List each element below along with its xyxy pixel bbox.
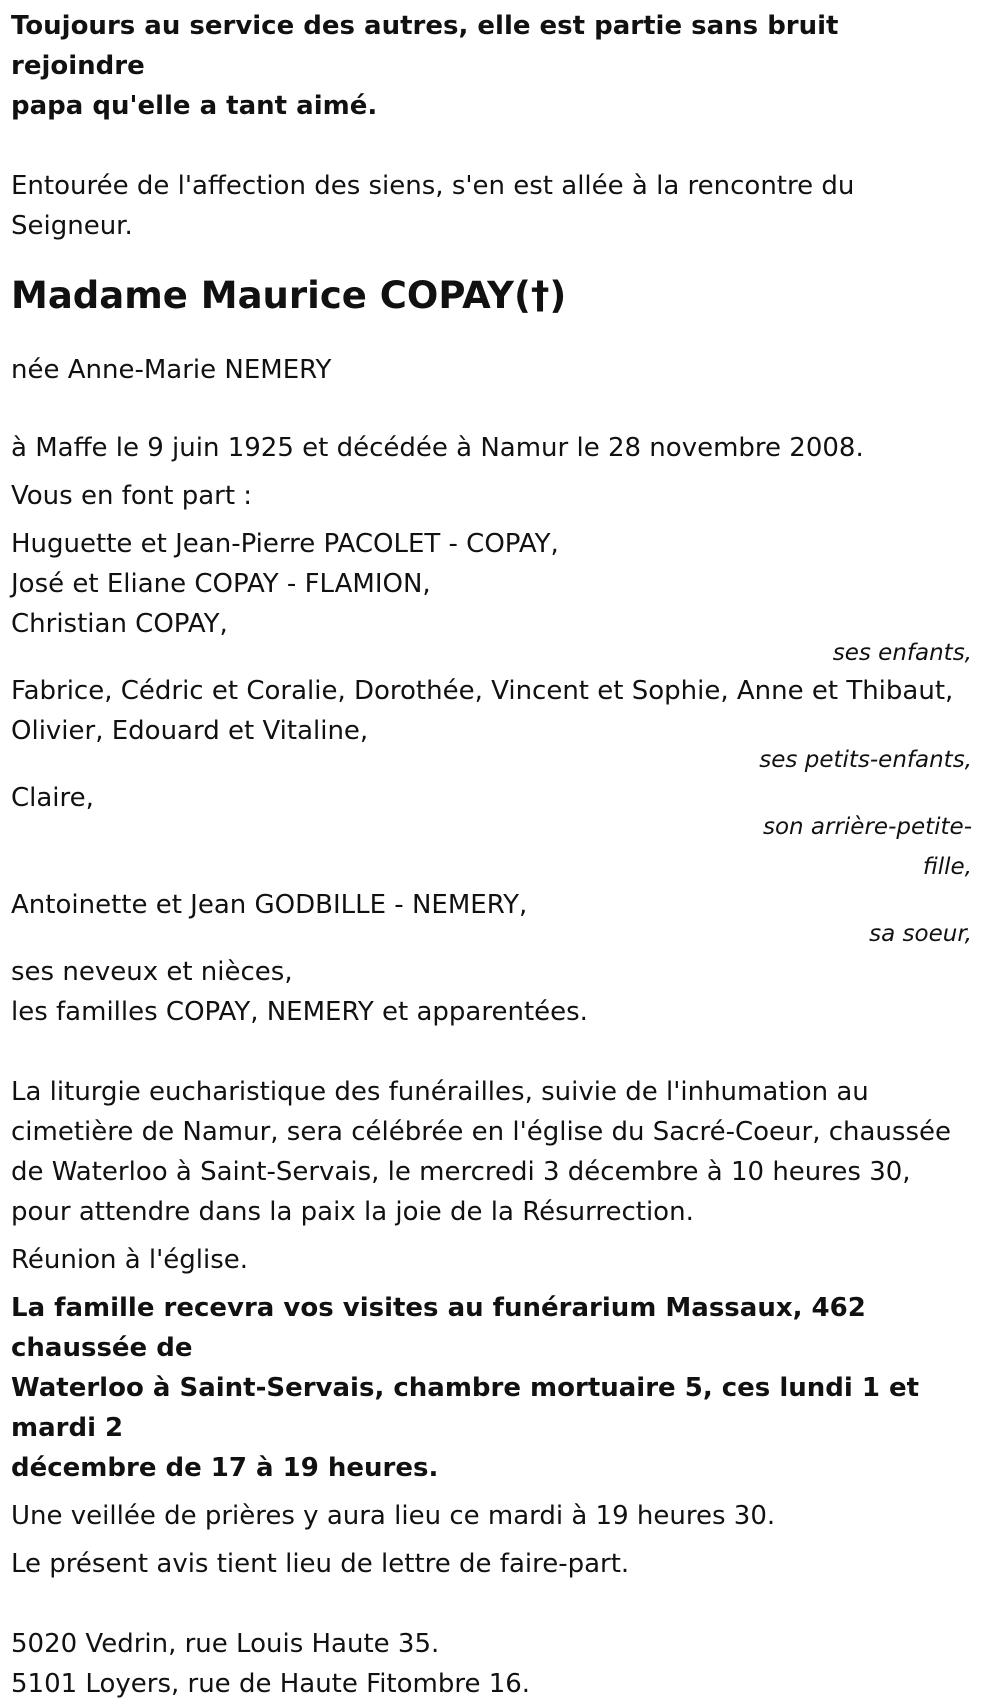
entouree-line-1: Entourée de l'affection des siens, s'en est allée à la rencontre du <box>11 171 855 201</box>
grandchild-names-line: Olivier, Edouard et Vitaline, <box>11 716 369 746</box>
relation-sister: sa soeur, <box>869 921 972 947</box>
visits-line-3: décembre de 17 à 19 heures. <box>11 1453 439 1483</box>
intro-line-1: Toujours au service des autres, elle est partie sans bruit rejoindre <box>11 11 839 81</box>
entouree-paragraph <box>11 166 972 246</box>
liturgy-line-2: cimetière de Namur, sera célébrée en l'église du Sacré-Coeur, chaussée <box>11 1117 951 1147</box>
child-name: José et Eliane COPAY - FLAMION, <box>11 569 431 599</box>
relation-grandchildren: ses petits-enfants, <box>759 747 972 773</box>
visits-line-1: La famille recevra vos visites au funérarium Massaux, 462 chaussée de <box>11 1293 866 1363</box>
vigil-text: Une veillée de prières y aura lieu ce mardi à 19 heures 30. <box>11 1501 776 1531</box>
liturgy-line-3: de Waterloo à Saint-Servais, le mercredi 3 décembre à 10 heures 30, <box>11 1157 911 1187</box>
birth-death-dates: à Maffe le 9 juin 1925 et décédée à Namur le 28 novembre 2008. <box>11 433 864 463</box>
nephews-nieces: ses neveux et nièces, <box>11 957 293 987</box>
child-name: Christian COPAY, <box>11 609 228 639</box>
children-names <box>11 524 972 644</box>
notice-statement: Le présent avis tient lieu de lettre de faire-part. <box>11 1549 630 1579</box>
sister-name: Antoinette et Jean GODBILLE - NEMERY, <box>11 890 528 920</box>
address-line: 5020 Vedrin, rue Louis Haute 35. <box>11 1629 440 1659</box>
maiden-name: née Anne-Marie NEMERY <box>11 355 332 385</box>
deceased-name-title: Madame Maurice COPAY(†) <box>11 274 567 317</box>
visits-line-2: Waterloo à Saint-Servais, chambre mortuaire 5, ces lundi 1 et mardi 2 <box>11 1373 920 1443</box>
great-grandchild-name: Claire, <box>11 783 94 813</box>
relation-children: ses enfants, <box>832 640 972 666</box>
visits-paragraph <box>11 1288 972 1488</box>
liturgy-line-1: La liturgie eucharistique des funérailles, suivie de l'inhumation au <box>11 1077 869 1107</box>
grandchildren-names <box>11 671 972 751</box>
entouree-line-2: Seigneur. <box>11 211 133 241</box>
vous-en-font-part: Vous en font part : <box>11 481 253 511</box>
addresses <box>11 1624 972 1704</box>
intro-paragraph <box>11 6 972 126</box>
liturgy-line-4: pour attendre dans la paix la joie de la Résurrection. <box>11 1197 694 1227</box>
other-relatives <box>11 952 972 1032</box>
relation-great-grandchild-line-2: fille, <box>922 854 972 880</box>
reunion-text: Réunion à l'église. <box>11 1245 249 1275</box>
intro-line-2: papa qu'elle a tant aimé. <box>11 91 378 121</box>
address-line: 5101 Loyers, rue de Haute Fitombre 16. <box>11 1669 531 1699</box>
families: les familles COPAY, NEMERY et apparentées. <box>11 997 588 1027</box>
relation-great-grandchild-line-1: son arrière-petite- <box>762 814 972 840</box>
liturgy-paragraph <box>11 1072 972 1232</box>
grandchild-names-line: Fabrice, Cédric et Coralie, Dorothée, Vincent et Sophie, Anne et Thibaut, <box>11 676 954 706</box>
relation-great-grandchild <box>751 807 972 887</box>
child-name: Huguette et Jean-Pierre PACOLET - COPAY, <box>11 529 559 559</box>
